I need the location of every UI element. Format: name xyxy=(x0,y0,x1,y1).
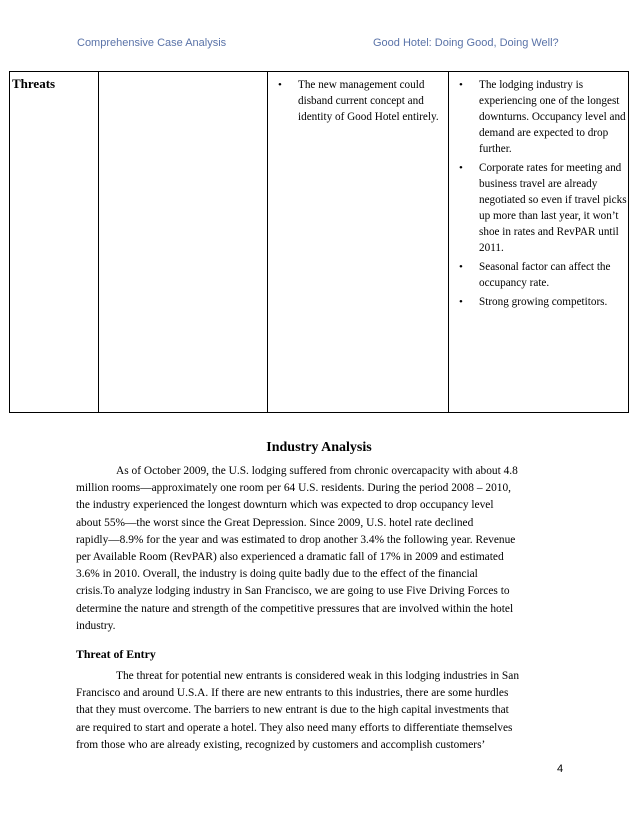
paragraph-line: that they must overcome. The barriers to new entrant is due to the high capital investments that xyxy=(76,704,509,717)
threats-row xyxy=(10,72,629,413)
list-item-text: Corporate rates for meeting and business travel are already negotiated so even if travel picks up more than last year, it won’t shoe in rates and RevPAR until 2011. xyxy=(479,162,627,254)
paragraph-line: per Available Room (RevPAR) also experienced a dramatic fall of 17% in 2009 and estimated xyxy=(76,551,504,564)
paragraph-line: the industry experienced the longest downturn which was expected to drop occupancy level xyxy=(76,499,494,512)
list-item-text: Seasonal factor can affect the occupancy rate. xyxy=(479,261,611,289)
bullet-icon: • xyxy=(459,261,463,273)
swot-threats-table xyxy=(9,71,629,413)
external-threats-list xyxy=(449,77,628,310)
paragraph-line: are required to start and operate a hotel. They also need many efforts to differentiate themselves xyxy=(76,721,513,734)
paragraph-line: industry. xyxy=(76,619,116,632)
threats-label: Threats xyxy=(10,72,99,413)
bullet-icon: • xyxy=(459,296,463,308)
paragraph-line: rapidly—8.9% for the year and was estimated to drop another 3.4% the following year. Revenue xyxy=(76,533,516,546)
industry-analysis-paragraph xyxy=(76,463,557,635)
header-right-title: Good Hotel: Doing Good, Doing Well? xyxy=(373,37,559,49)
threats-cell-empty xyxy=(99,72,268,413)
paragraph-line: As of October 2009, the U.S. lodging suffered from chronic overcapacity with about 4.8 xyxy=(116,465,518,477)
list-item xyxy=(268,77,448,125)
paragraph-line: about 55%—the worst since the Great Depression. Since 2009, U.S. hotel rate declined xyxy=(76,516,474,529)
paragraph-line: Francisco and around U.S.A. If there are new entrants to this industries, there are some hurdles xyxy=(76,687,509,700)
threats-cell-external xyxy=(449,72,629,413)
list-item-text: The new management could disband current concept and identity of Good Hotel entirely. xyxy=(298,79,439,123)
list-item-text: The lodging industry is experiencing one of the longest downturns. Occupancy level and demand are expected to drop further. xyxy=(479,79,626,155)
internal-threats-list xyxy=(268,77,448,125)
page-number: 4 xyxy=(557,763,564,775)
paragraph-line: million rooms—approximately one room per 64 U.S. residents. During the period 2008 – 2010, xyxy=(76,482,511,495)
paragraph-line: from those who are already existing, recognized by customers and accomplish customers’ xyxy=(76,738,486,751)
threat-of-entry-paragraph xyxy=(76,668,557,754)
threats-cell-internal xyxy=(268,72,449,413)
list-item xyxy=(449,259,628,291)
bullet-icon: • xyxy=(459,79,463,91)
paragraph-line: 3.6% in 2010. Overall, the industry is doing quite badly due to the effect of the financial xyxy=(76,568,478,581)
header-left-title: Comprehensive Case Analysis xyxy=(77,37,227,49)
list-item xyxy=(449,77,628,157)
paragraph-line: crisis.To analyze lodging industry in San Francisco, we are going to use Five Driving Forces to xyxy=(76,585,510,598)
list-item xyxy=(449,160,628,256)
bullet-icon: • xyxy=(459,162,463,174)
paragraph-line: The threat for potential new entrants is considered weak in this lodging industries in San xyxy=(116,670,520,682)
paragraph-line: determine the nature and strength of the competitive pressures that are involved within the hotel xyxy=(76,602,514,615)
list-item xyxy=(449,294,628,310)
list-item-text: Strong growing competitors. xyxy=(479,296,608,308)
section-title-industry-analysis: Industry Analysis xyxy=(266,440,372,455)
subheading-threat-of-entry: Threat of Entry xyxy=(76,647,156,661)
bullet-icon: • xyxy=(278,79,282,91)
